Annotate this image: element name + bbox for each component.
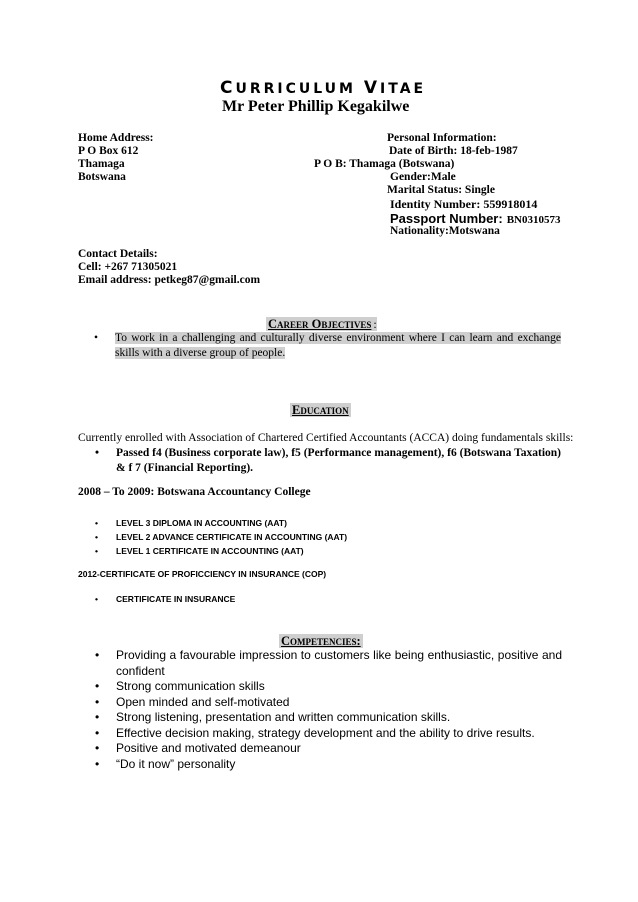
list-item: • CERTIFICATE IN INSURANCE xyxy=(116,594,235,604)
list-item: • Positive and motivated demeanour xyxy=(116,741,562,757)
list-item: • Strong listening, presentation and written communication skills. xyxy=(116,710,562,726)
list-item: • LEVEL 1 CERTIFICATE IN ACCOUNTING (AAT) xyxy=(116,544,347,558)
list-item: • Providing a favourable impression to customers like being enthusiastic, positive and confident xyxy=(116,648,562,679)
list-item xyxy=(115,331,561,361)
home-address-line: Botswana xyxy=(78,171,126,183)
home-address-heading: Home Address: xyxy=(78,132,154,144)
document-title xyxy=(220,78,426,98)
cell-number: Cell: +267 71305021 xyxy=(78,261,178,273)
passport-label: Passport Number: xyxy=(390,211,503,226)
identity-number: Identity Number: 559918014 xyxy=(390,197,538,211)
list-item: • “Do it now” personality xyxy=(116,757,562,773)
qualifications-list xyxy=(116,516,347,558)
marital-status: Marital Status: Single xyxy=(387,184,495,196)
title-c: C xyxy=(220,78,236,98)
email-address: Email address: petkeg87@gmail.com xyxy=(78,274,261,286)
home-address-line: P O Box 612 xyxy=(78,145,139,157)
college-line: 2008 – To 2009: Botswana Accountancy College xyxy=(78,486,311,498)
list-item: • Effective decision making, strategy development and the ability to drive results. xyxy=(116,726,562,742)
title-itae: ITAE xyxy=(380,81,427,97)
education-title: Education xyxy=(292,403,349,417)
home-address-line: Thamaga xyxy=(78,158,125,170)
certificate-list xyxy=(116,594,235,604)
list-item: • Open minded and self-motivated xyxy=(116,695,562,711)
competencies-title: Competencies: xyxy=(281,634,361,648)
certificate-heading: 2012-CERTIFICATE OF PROFICCIENCY IN INSURANCE (COP) xyxy=(78,569,327,579)
career-objectives-list xyxy=(115,331,561,361)
acca-intro: Currently enrolled with Association of Chartered Certified Accountants (ACCA) doing fundamentals skills: xyxy=(78,432,574,444)
career-objectives-colon: : xyxy=(373,317,377,331)
acca-list xyxy=(116,446,561,476)
nationality: Nationality:Motswana xyxy=(390,225,500,237)
list-item: • LEVEL 3 DIPLOMA IN ACCOUNTING (AAT) xyxy=(116,516,347,530)
education-heading xyxy=(290,401,351,419)
title-urriculum: URRICULUM xyxy=(235,81,356,97)
list-item: • Passed f4 (Business corporate law), f5 (Performance management), f6 (Botswana Taxation) & f 7 (Financial Reporting). xyxy=(116,446,561,476)
gender: Gender:Male xyxy=(390,171,456,183)
personal-info-heading: Personal Information: xyxy=(387,132,497,144)
competencies-list xyxy=(116,648,562,772)
title-v: V xyxy=(363,78,381,98)
passport-value: BN0310573 xyxy=(506,214,561,226)
candidate-name: Mr Peter Phillip Kegakilwe xyxy=(222,98,410,115)
list-item: • LEVEL 2 ADVANCE CERTIFICATE IN ACCOUNTING (AAT) xyxy=(116,530,347,544)
career-objective-text: To work in a challenging and culturally diverse environment where I can learn and exchange skills with a diverse group of people. xyxy=(115,332,561,359)
career-objectives-title: Career Objectives xyxy=(268,317,372,331)
date-of-birth: Date of Birth: 18-feb-1987 xyxy=(389,145,518,157)
contact-heading: Contact Details: xyxy=(78,248,158,260)
place-of-birth: P O B: Thamaga (Botswana) xyxy=(314,158,455,170)
list-item: • Strong communication skills xyxy=(116,679,562,695)
